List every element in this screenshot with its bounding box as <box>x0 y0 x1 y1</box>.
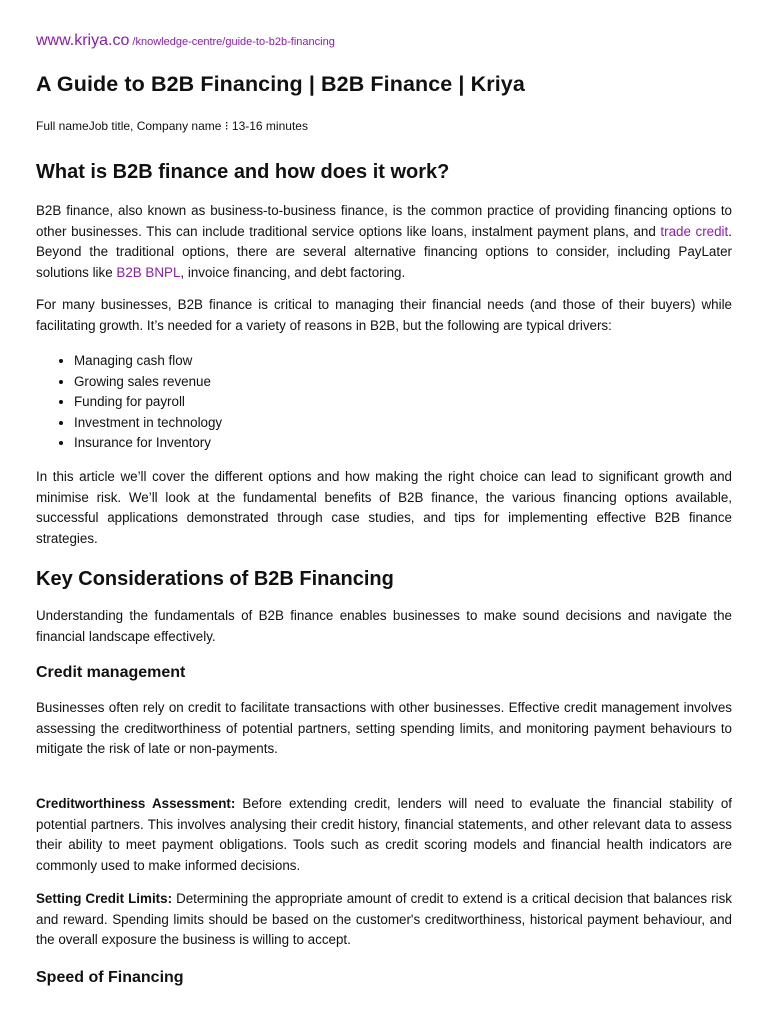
intro-text-c: , invoice financing, and debt factoring. <box>180 264 406 280</box>
url-domain[interactable]: www.kriya.co <box>36 32 130 49</box>
trade-credit-link[interactable]: trade credit <box>660 223 729 239</box>
list-item: • Growing sales revenue <box>74 372 674 393</box>
creditworthiness-paragraph <box>36 794 732 876</box>
b2b-bnpl-link[interactable]: B2B BNPL <box>116 264 181 280</box>
credit-management-paragraph: Businesses often rely on credit to facilitate transactions with other businesses. Effective credit management involves assessing the creditworthiness of potential partners, setting spending limits, and monitoring payment behaviours to mitigate the risk of late or non-payments. <box>36 700 732 757</box>
credit-limits-label: Setting Credit Limits: <box>36 891 173 906</box>
url-path[interactable]: /knowledge-centre/guide-to-b2b-financing <box>129 36 335 48</box>
drivers-list <box>36 351 674 454</box>
list-item: • Funding for payroll <box>74 392 674 413</box>
drivers-paragraph: For many businesses, B2B finance is critical to managing their financial needs (and those of their buyers) while facilitating growth. It’s needed for a variety of reasons in B2B, but the following are typical drivers: <box>36 297 732 333</box>
article-overview-paragraph: In this article we’ll cover the different options and how making the right choice can lead to significant growth and minimise risk. We’ll look at the fundamental benefits of B2B finance, the various financing options available, successful applications demonstrated through case studies, and tips for implementing effective B2B finance strategies. <box>36 469 732 546</box>
article-meta: Full nameJob title, Company name ⁝ 13-16 minutes <box>36 119 308 133</box>
intro-text-b: . Beyond the traditional options, there are several alternative financing options to consider, including PayLater solutions like <box>36 223 732 280</box>
list-item: • Managing cash flow <box>74 351 674 372</box>
subheading-speed-of-financing: Speed of Financing <box>36 969 184 986</box>
section-heading-key-considerations: Key Considerations of B2B Financing <box>36 568 394 590</box>
source-url[interactable] <box>36 32 335 50</box>
creditworthiness-label: Creditworthiness Assessment: <box>36 796 236 811</box>
credit-limits-text: Determining the appropriate amount of credit to extend is a critical decision that balances risk and reward. Spending limits should be based on the customer's creditworthiness, historical payment behaviour, and the overall exposure the business is willing to accept. <box>36 891 732 948</box>
list-item: • Investment in technology <box>74 413 674 434</box>
fundamentals-paragraph: Understanding the fundamentals of B2B finance enables businesses to make sound decisions and navigate the financial landscape effectively. <box>36 608 732 644</box>
credit-limits-paragraph <box>36 889 732 951</box>
section-heading-b2b-finance: What is B2B finance and how does it work? <box>36 161 450 183</box>
creditworthiness-text: Before extending credit, lenders will need to evaluate the financial stability of potential partners. This involves analysing their credit history, financial statements, and other relevant data to assess their ability to meet payment obligations. Tools such as credit scoring models and financial health indicators are commonly used to make informed decisions. <box>36 796 732 873</box>
subheading-credit-management: Credit management <box>36 664 186 681</box>
intro-paragraph <box>36 201 732 283</box>
list-item: • Insurance for Inventory <box>74 433 674 454</box>
page-title: A Guide to B2B Financing | B2B Finance | Kriya <box>36 72 525 96</box>
intro-text-a: B2B finance, also known as business-to-business finance, is the common practice of providing financing options to other businesses. This can include traditional service options like loans, instalment payment plans, and <box>36 203 732 239</box>
